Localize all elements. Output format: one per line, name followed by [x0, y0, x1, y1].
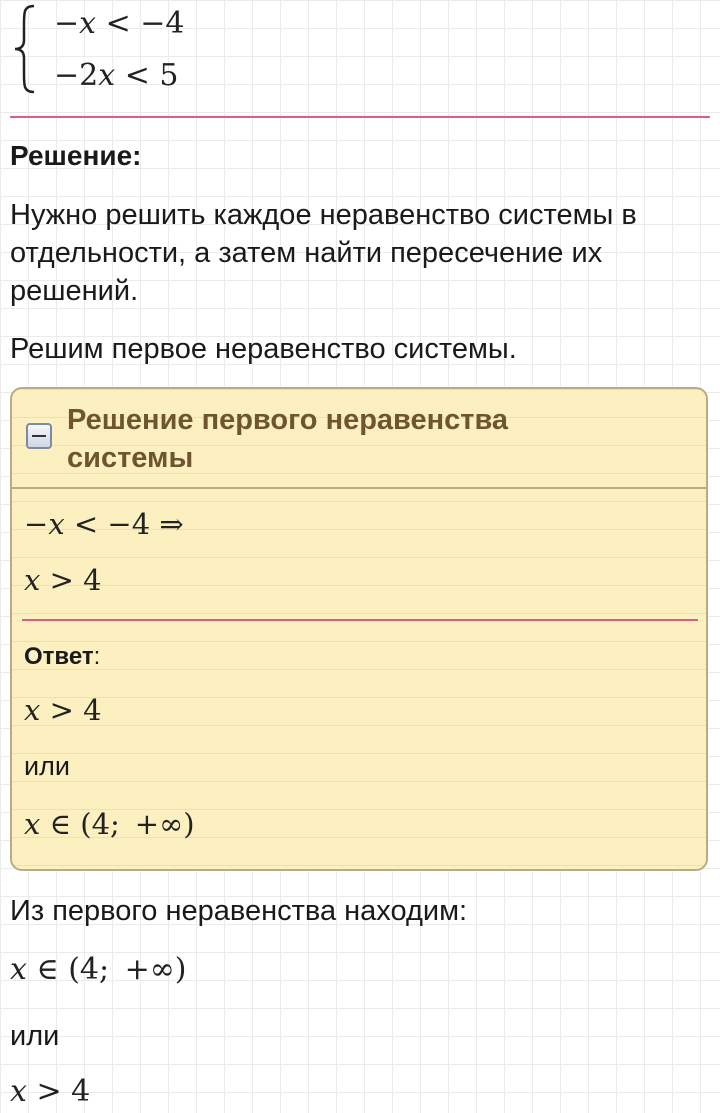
solution-heading: Решение: — [10, 140, 142, 171]
box-answer-2: x ∈ (4; +∞) — [24, 807, 195, 841]
solution-box — [10, 387, 708, 871]
or-text: или — [10, 1020, 60, 1052]
result-inequality: x > 4 — [10, 1074, 91, 1109]
left-brace-icon — [12, 4, 40, 94]
box-step-1: −x < −4 ⇒ — [24, 507, 184, 541]
box-title: Решение первого неравенства системы — [67, 404, 509, 474]
box-header[interactable] — [12, 389, 706, 489]
collapse-icon[interactable] — [26, 423, 52, 449]
result-interval: x ∈ (4; +∞) — [10, 952, 187, 987]
inequality-system — [8, 0, 308, 100]
box-answer-1: x > 4 — [24, 693, 102, 727]
divider — [10, 116, 710, 118]
from-first-paragraph: Из первого неравенства находим: — [10, 895, 468, 927]
first-step-paragraph: Решим первое неравенство системы. — [10, 333, 517, 365]
system-line-2: −2x < 5 — [54, 58, 179, 93]
system-line-1: −x < −4 — [54, 6, 185, 41]
box-divider — [22, 619, 698, 621]
intro-paragraph: Нужно решить каждое неравенство системы в отдельности, а затем найти пересечение их решений. — [10, 199, 637, 307]
box-step-2: x > 4 — [24, 563, 102, 597]
answer-label: Ответ: — [24, 643, 101, 670]
box-or-text: или — [24, 751, 70, 781]
